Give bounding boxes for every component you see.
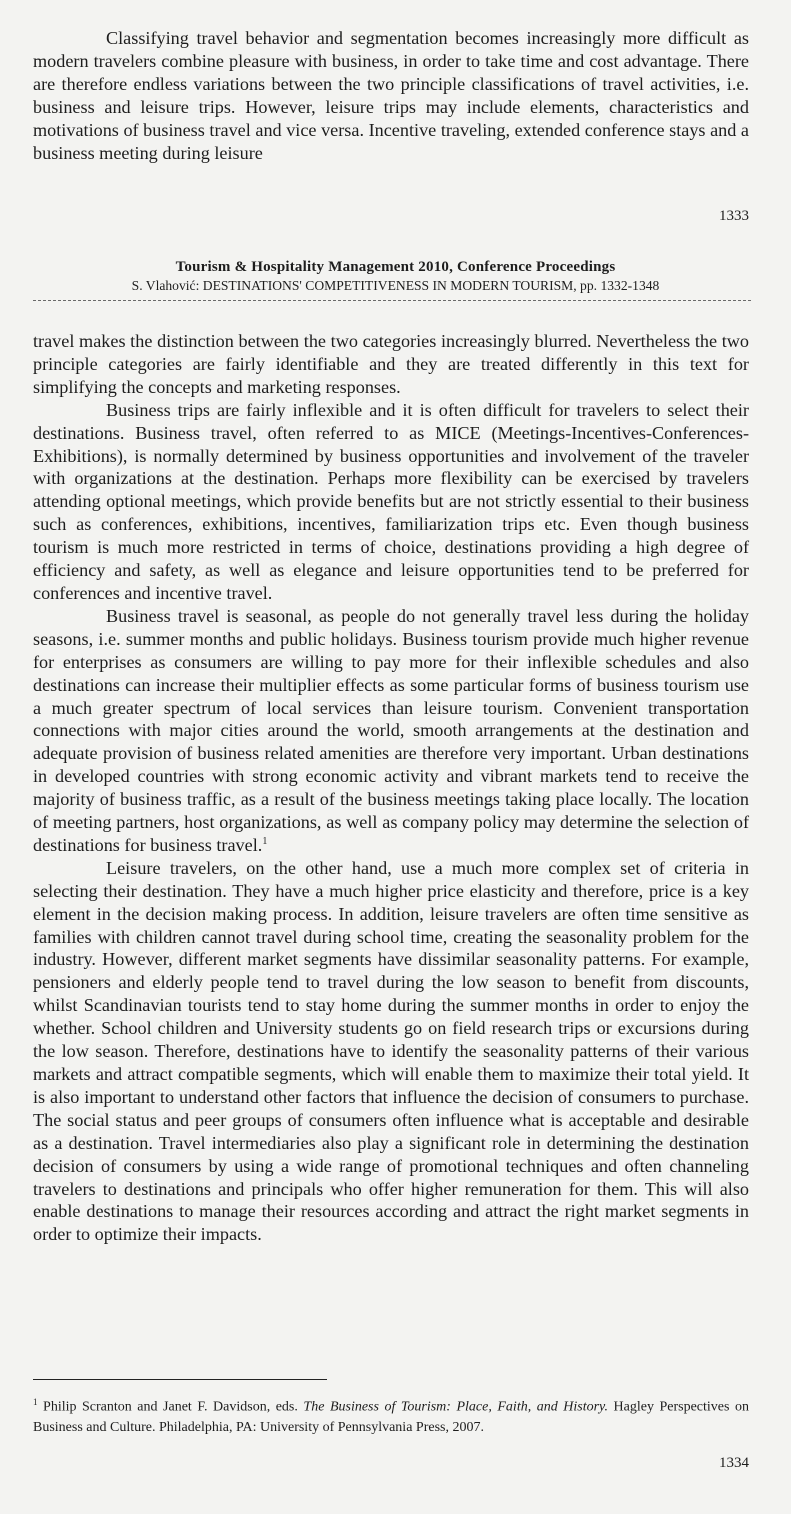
footnote-authors: Philip Scranton and Janet F. Davidson, eds.: [43, 1399, 298, 1415]
footnote-book-title: The Business of Tourism: Place, Faith, and History.: [303, 1399, 608, 1415]
page-number-top: 1333: [719, 208, 749, 224]
footnote-reference: 1: [262, 835, 268, 847]
header-divider: [33, 300, 751, 301]
top-text-block: [33, 27, 749, 164]
body-paragraph-3-text: Business travel is seasonal, as people do not generally travel less during the holiday seasons, i.e. summer months and public holidays. Business tourism provide much higher revenue for enterprises as consumers are willing to pay more for their inflexible schedules and also destinations can increase their multiplier effects as some particular forms of business tourism use a much greater spectrum of local services than leisure tourism. Convenient transportation connections with major cities around the world, smooth arrangements at the destination and adequate provision of business related amenities are therefore very important. Urban destinations in developed countries with strong economic activity and vibrant markets tend to receive the majority of business traffic, as a result of the business meetings taking place locally. The location of meeting partners, host organizations, as well as company policy may determine the selection of destinations for business travel.: [33, 605, 749, 855]
body-paragraph-4: Leisure travelers, on the other hand, use a much more complex set of criteria in selecting their destination. They have a much higher price elasticity and therefore, price is a key element in the decision making process. In addition, leisure travelers are often time sensitive as families with children cannot travel during school time, creating the seasonality problem for the industry. However, different market segments have dissimilar seasonality patterns. For example, pensioners and elderly people tend to travel during the low season to benefit from discounts, whilst Scandinavian tourists tend to stay home during the summer months in order to enjoy the whether. School children and University students go on field research trips or excursions during the low season. Therefore, destinations have to identify the seasonality patterns of their various markets and attract compatible segments, which will enable them to maximize their total yield. It is also important to understand other factors that influence the decision of consumers to purchase. The social status and peer groups of consumers often influence what is acceptable and desirable as a destination. Travel intermediaries also play a significant role in determining the destination decision of consumers by using a wide range of promotional techniques and often channeling travelers to destinations and principals who offer higher remuneration for them. This will also enable destinations to manage their resources according and attract the right market segments in order to optimize their impacts.: [33, 857, 749, 1245]
body-paragraph-3: [33, 605, 749, 857]
top-paragraph: Classifying travel behavior and segmentation becomes increasingly more difficult as modern travelers combine pleasure with business, in order to take time and cost advantage. There are therefore endless variations between the two principle classifications of travel activities, i.e. business and leisure trips. However, leisure trips may include elements, characteristics and motivations of business travel and vice versa. Incentive traveling, extended conference stays and a business meeting during leisure: [33, 28, 749, 163]
body-paragraph-1: travel makes the distinction between the two categories increasingly blurred. Nevertheless the two principle categories are fairly identifiable and they are treated differently in this text for simplifying the concepts and marketing responses.: [33, 331, 749, 397]
footnote-divider: [33, 1379, 327, 1380]
footnote: [33, 1392, 749, 1438]
main-body: [33, 330, 749, 1246]
body-paragraph-2: Business trips are fairly inflexible and it is often difficult for travelers to select their destinations. Business travel, often referred to as MICE (Meetings-Incentives-Conferences-Exhibitions), is normally determined by business opportunities and involvement of the traveler with organizations at the destination. Perhaps more flexibility can be exercised by travelers attending optional meetings, which provide benefits but are not strictly essential to their business such as conferences, exhibitions, incentives, familiarization trips etc. Even though business tourism is much more restricted in terms of choice, destinations providing a high degree of efficiency and safety, as well as elegance and leisure opportunities tend to be preferred for conferences and incentive travel.: [33, 399, 749, 603]
footnote-rest: Hagley Perspectives on Business and Culture. Philadelphia, PA: University of Pennsylvania Press, 2007.: [33, 1399, 749, 1435]
page-number-bottom: 1334: [719, 1455, 749, 1471]
running-header-title: Tourism & Hospitality Management 2010, Conference Proceedings: [175, 259, 616, 275]
running-header-subtitle: S. Vlahović: DESTINATIONS' COMPETITIVENESS IN MODERN TOURISM, pp. 1332-1348: [131, 278, 660, 293]
footnote-marker: 1: [33, 1397, 38, 1407]
